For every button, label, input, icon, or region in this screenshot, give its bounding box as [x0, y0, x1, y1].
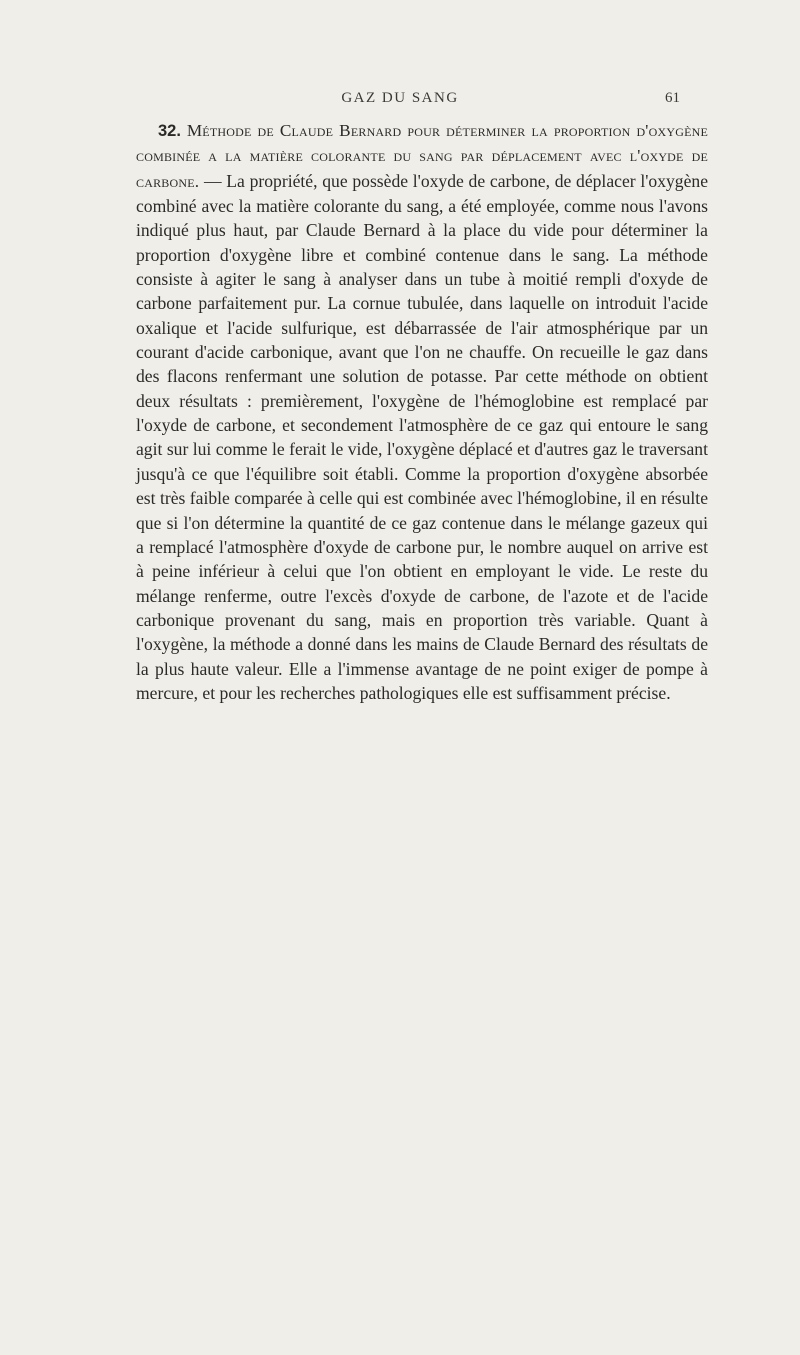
section-body-text: — La propriété, que possède l'oxyde de carbone, de déplacer l'oxygène combiné avec la matière colorante du sang, a été employée, comme nous l'avons indiqué plus haut, par Claude Bernard à la place du vide pour déterminer la proportion d'oxygène libre et combiné contenue dans le sang. La méthode consiste à agiter le sang à analyser dans un tube à moitié rempli d'oxyde de carbone parfaitement pur. La cornue tubulée, dans laquelle on introduit l'acide oxalique et l'acide sulfurique, est débarrassée de l'air atmosphérique par un courant d'acide carbonique, avant que l'on ne chauffe. On recueille le gaz dans des flacons renfermant une solution de potasse. Par cette méthode on obtient deux résultats : premièrement, l'oxygène de l'hémoglobine est remplacé par l'oxyde de carbone, et secondement l'atmosphère de ce gaz qui entoure le sang agit sur lui comme le ferait le vide, l'oxygène déplacé et d'autres gaz le traversant jusqu'à ce que l'équilibre soit établi. Comme la proportion d'oxygène absorbée est très faible comparée à celle qui est combinée avec l'hémoglobine, il en résulte que si l'on détermine la quantité de ce gaz contenue dans le mélange gazeux qui a remplacé l'atmosphère d'oxyde de carbone pur, le nombre auquel on arrive est à peine inférieur à celui que l'on obtient en employant le vide. Le reste du mélange renferme, outre l'excès d'oxyde de carbone, de l'azote et de l'acide carbonique provenant du sang, mais en proportion très variable. Quant à l'oxygène, la méthode a donné dans les mains de Claude Bernard des résultats de la plus haute valeur. Elle a l'immense avantage de ne point exiger de pompe à mercure, et pour les recherches pathologiques elle est suffisamment précise.	[136, 170, 708, 703]
page-number: 61	[665, 90, 680, 106]
running-head	[0, 90, 800, 114]
section-paragraph	[136, 118, 708, 705]
section-number: 32.	[158, 122, 181, 140]
running-title: GAZ DU SANG	[341, 90, 459, 106]
section-heading: Méthode de Claude Bernard pour déterminer la proportion d'oxygène combinée a la matière colorante du sang par déplacement avec l'oxyde de carbone.	[136, 121, 708, 191]
